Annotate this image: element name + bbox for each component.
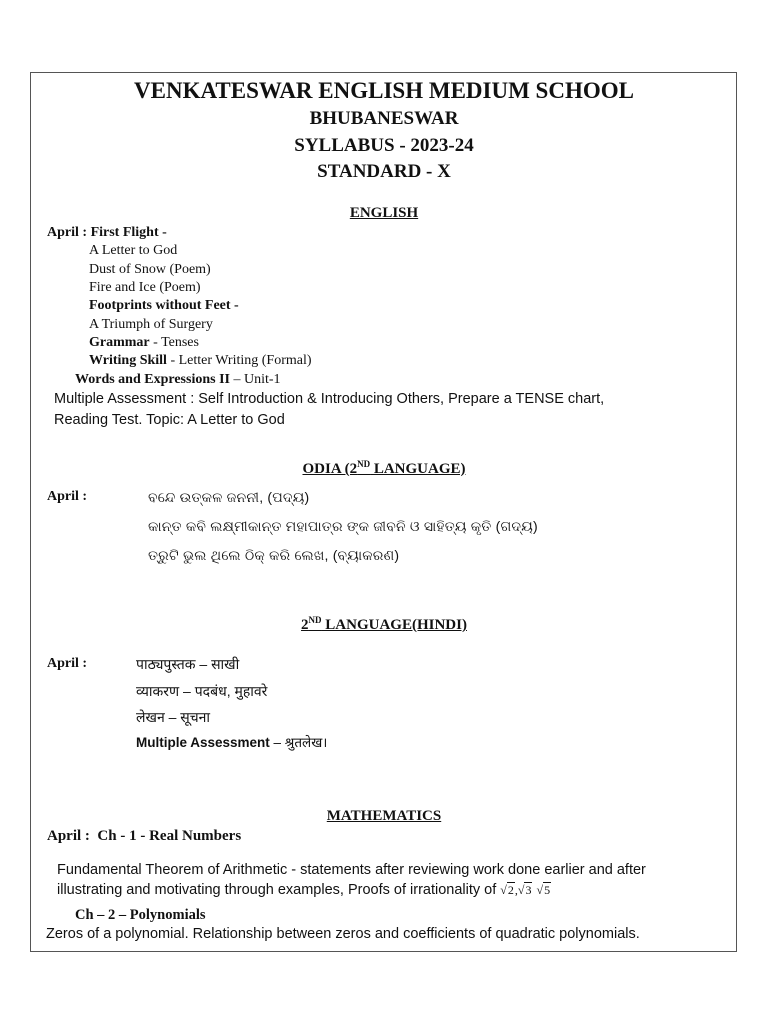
- english-item: A Letter to God: [89, 243, 178, 258]
- words-label: Words and Expressions II: [75, 372, 230, 387]
- sqrt-2: √2,: [500, 883, 518, 897]
- grammar-label: Grammar: [89, 335, 150, 350]
- english-item: A Triumph of Surgery: [89, 317, 213, 332]
- english-assessment-line-1: Multiple Assessment : Self Introduction & Introducing Others, Prepare a TENSE chart,: [54, 391, 605, 407]
- odia-line: ତ୍ରୁଟି ଭୁଲ ଥିଲେ ଠିକ୍ କରି ଲେଖ, (ବ୍ୟାକରଣ): [148, 547, 400, 563]
- maths-ch1: Ch - 1 - Real Numbers: [97, 828, 242, 844]
- grammar-line: [89, 334, 199, 352]
- city-name: BHUBANESWAR: [309, 108, 459, 129]
- standard-title: STANDARD - X: [317, 161, 451, 182]
- grammar-value: - Tenses: [149, 335, 199, 350]
- writing-label: Writing Skill: [89, 353, 167, 368]
- odia-line: ବନ୍ଦେ ଉତ୍କଳ ଜନନୀ, (ପଦ୍ୟ): [148, 489, 310, 505]
- english-item: Dust of Snow (Poem): [89, 262, 211, 277]
- sqrt-2-value: 2: [507, 883, 514, 897]
- english-heading: ENGLISH: [349, 205, 419, 221]
- sqrt-3: √3: [517, 883, 532, 897]
- odia-line: କାନ୍ତ କବି ଲକ୍ଷ୍ମୀକାନ୍ତ ମହାପାତ୍ର ଙ୍କ ଜୀବନି ଓ ସାହିତ୍ୟ କୃତି (ଗଦ୍ୟ): [148, 518, 538, 534]
- hindi-assessment-line: [136, 733, 327, 751]
- hindi-heading: [0, 617, 768, 634]
- sqrt-5-value: 5: [544, 883, 551, 897]
- footprints-label: Footprints without Feet -: [89, 298, 239, 313]
- maths-paragraph-line-2: [57, 882, 551, 898]
- odia-heading-sup: ND: [357, 459, 371, 469]
- first-flight-label: First Flight -: [90, 225, 167, 240]
- words-value: – Unit-1: [229, 372, 281, 387]
- odia-heading-post: LANGUAGE): [370, 461, 466, 477]
- writing-line: [89, 352, 312, 370]
- odia-heading: [0, 461, 768, 478]
- syllabus-title: SYLLABUS - 2023-24: [294, 135, 474, 156]
- maths-month: April :: [47, 828, 90, 844]
- english-assessment-line-2: Reading Test. Topic: A Letter to God: [54, 412, 285, 428]
- maths-ch2: Ch – 2 – Polynomials: [75, 907, 206, 923]
- hindi-assessment-label: Multiple Assessment: [136, 735, 270, 750]
- writing-value: - Letter Writing (Formal): [166, 353, 312, 368]
- hindi-assessment-value: – श्रुतलेख।: [269, 735, 328, 750]
- odia-month: April :: [47, 489, 88, 504]
- english-april-line: [47, 224, 167, 242]
- english-item: Fire and Ice (Poem): [89, 280, 201, 295]
- hindi-line: पाठ्यपुस्तक – साखी: [136, 656, 240, 672]
- maths-ch1-line: [47, 828, 241, 845]
- words-line: [75, 371, 281, 389]
- sqrt-5: √5: [536, 883, 551, 897]
- hindi-line: व्याकरण – पदबंध, मुहावरे: [136, 683, 268, 699]
- sqrt-3-value: 3: [525, 883, 532, 897]
- hindi-line: लेखन – सूचना: [136, 709, 211, 725]
- hindi-month: April :: [47, 656, 88, 671]
- maths-heading: MATHEMATICS: [326, 808, 442, 824]
- maths-paragraph-line-2-text: illustrating and motivating through examples, Proofs of irrationality of: [57, 882, 501, 898]
- hindi-heading-pre: 2: [301, 617, 309, 633]
- maths-paragraph-line-1: Fundamental Theorem of Arithmetic - statements after reviewing work done earlier and after: [57, 862, 646, 878]
- school-name: VENKATESWAR ENGLISH MEDIUM SCHOOL: [134, 78, 634, 103]
- hindi-heading-post: LANGUAGE(HINDI): [321, 617, 467, 633]
- hindi-heading-sup: ND: [308, 615, 322, 625]
- english-month: April :: [47, 225, 88, 240]
- odia-heading-pre: ODIA (2: [302, 461, 358, 477]
- maths-paragraph-line-3: Zeros of a polynomial. Relationship between zeros and coefficients of quadratic polynomials.: [46, 926, 640, 942]
